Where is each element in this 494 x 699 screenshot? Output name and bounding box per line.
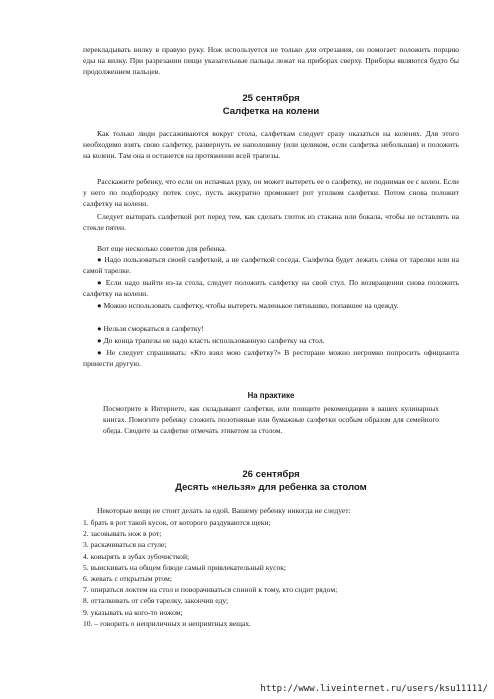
advice-item: ● Если надо выйти из-за стола, следует положить салфетку на свой стул. По возвращении снова положить салфетку на колени. <box>83 278 459 299</box>
rule-item: 9. указывать на кого-то ножом; <box>83 607 183 617</box>
section1-title: Салфетка на колени <box>222 106 320 117</box>
rule-item: 2. засовывать нож в рот; <box>83 529 162 539</box>
rule-item: 3. раскачиваться на стуле; <box>83 540 167 550</box>
rule-item: 1. брать в рот такой кусок, от которого раздуваются щеки; <box>83 518 271 527</box>
practice-title: На практике <box>247 391 295 400</box>
advice-item: ● Не следует спрашивать: «Кто взял мою салфетку?» В ресторане можно негромко попросить официанта принести другую. <box>83 348 459 369</box>
advice-intro: Вот еще несколько советов для ребенка. <box>97 244 227 253</box>
advice-item: ● Нельзя сморкаться в салфетку! <box>97 324 204 333</box>
section1-paragraph: Следует вытирать салфеткой рот перед тем, как сделать глоток из стакана или бокала, чтобы не оставлять на стекле пятен. <box>83 212 459 233</box>
advice-item: ● Надо пользоваться своей салфеткой, а не салфеткой соседа. Салфетка будет лежать слева от тарелки или на самой тарелке. <box>83 255 459 276</box>
section1-date: 25 сентября <box>242 93 300 104</box>
rule-item: 5. выискивать на общем блюде самый привлекательный кусок; <box>83 562 287 572</box>
rule-item: 8. отталкивать от себя тарелку, закончив еду; <box>83 596 229 606</box>
rule-item: 7. опираться локтем на стол и поворачиваться спиной к тому, кто сидит рядом; <box>83 585 338 595</box>
rule-item: 10. – говорить о неприличных и неприятных вещах. <box>83 618 252 628</box>
practice-text: Посмотрите в Интернете, как складывают салфетки, или поищите рекомендации в ваших кулинарных книгах. Помогите ребенку сложить полотняные или бумажные салфетки особым образом для семейного обеда. Сводите за салфетке отмечать этикетом за столом. <box>103 404 439 435</box>
section2-intro: Некоторые вещи не стоит делать за едой. Вашему ребенку никогда не следует: <box>97 506 351 515</box>
advice-item: ● До конца трапезы не надо класть использованную салфетку на стол. <box>97 336 325 345</box>
section2-date: 26 сентября <box>242 469 300 480</box>
rules-list <box>83 517 459 629</box>
section1-paragraph: Расскажите ребенку, что если он испачкал руку, он может вытереть ее о салфетку, не поднимая ее с колен. Если у него по подбородку потек соус, пусть аккуратно промокнет рот уголком салфетки. Потом снова положит салфетку на колени. <box>83 177 459 209</box>
intro-paragraph: перекладывать вилку в правую руку. Нож используется не только для отрезания, он помогает положить порцию еды на вилку. При разрезании пищи указательные пальцы лежат на приборах сверху. Приборы являются будто бы продолжением пальцев. <box>83 45 459 77</box>
advice-item: ● Можно использовать салфетку, чтобы вытереть маленькое пятнышко, попавшее на одежду. <box>97 301 399 310</box>
section1-paragraph: Как только люди рассаживаются вокруг стола, салфеткам следует сразу оказаться на коленях. Для этого необходимо взять свою салфетку, развернуть ее наполовину (или целиком, если салфетка небольшая) и положить на колени. Там она и останется на протяжении всей трапезы. <box>83 129 459 161</box>
section2-title: Десять «нельзя» для ребенка за столом <box>175 482 367 493</box>
rule-item: 4. ковырять в зубах зубочисткой; <box>83 551 190 561</box>
source-url: http://www.liveinternet.ru/users/ksu11111/ <box>260 684 488 694</box>
rule-item: 6. жевать с открытым ртом; <box>83 574 172 584</box>
